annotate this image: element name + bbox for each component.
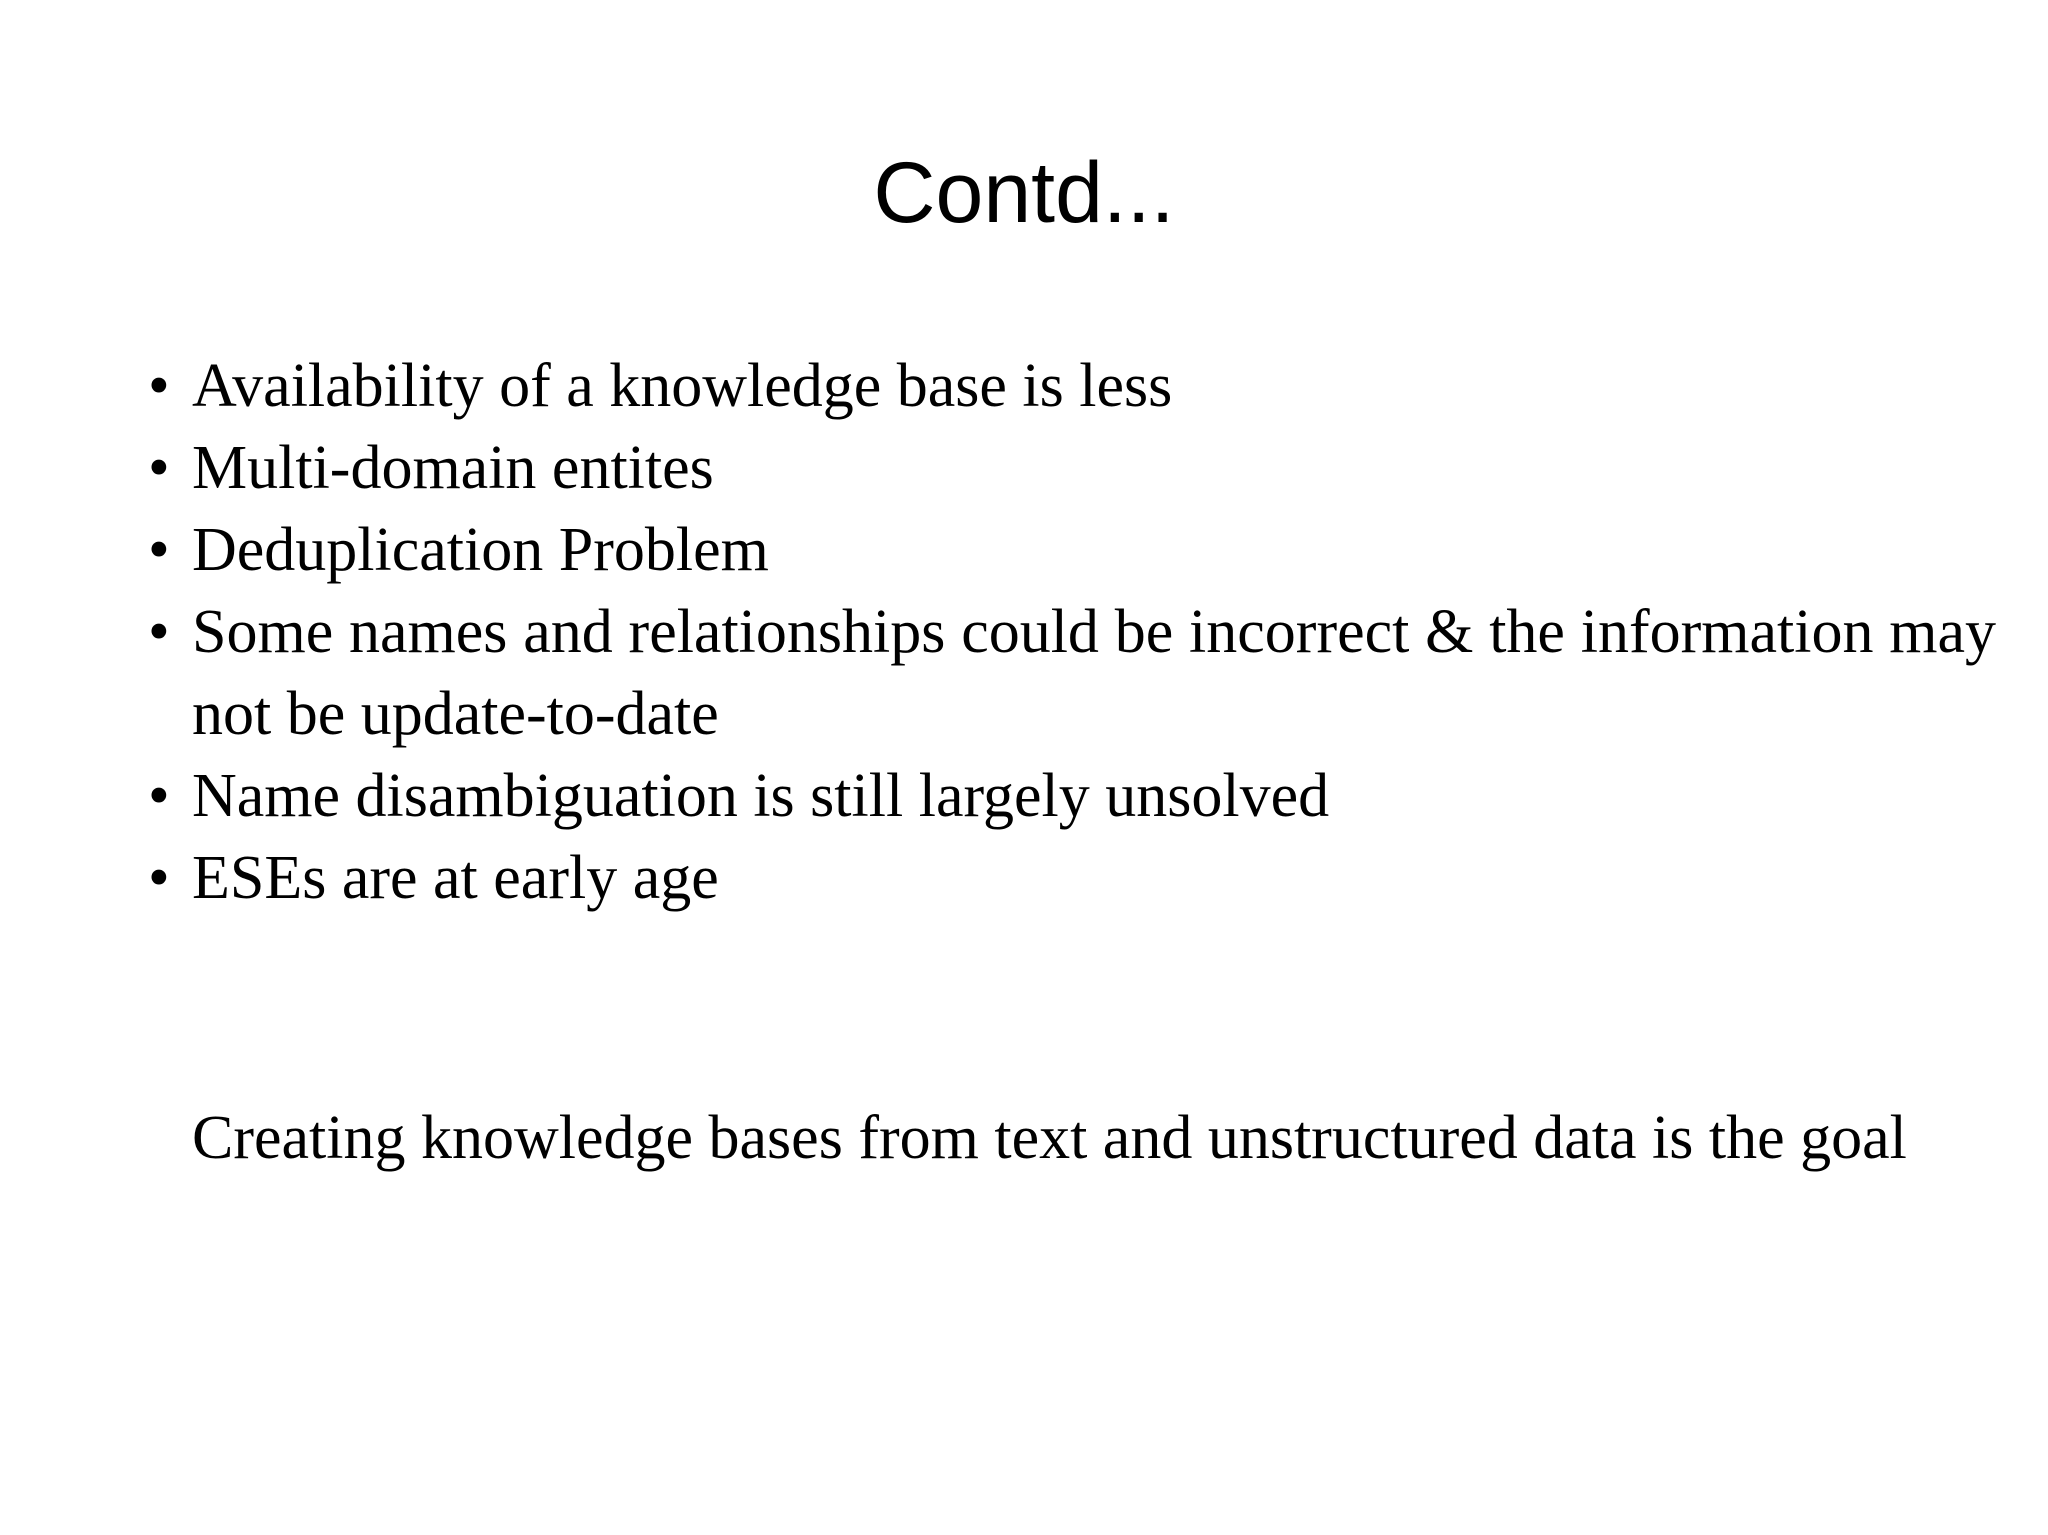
bullet-item [148,591,1996,755]
bullet-item [148,837,1996,919]
bullet-marker: • [148,844,170,912]
bullet-marker: • [148,762,170,830]
bullet-marker: • [148,434,170,502]
bullet-marker: • [148,352,170,420]
bullet-item [148,345,1996,427]
bullet-text: Deduplication Problem [192,516,769,584]
bullet-list [148,345,1996,919]
bullet-text: ESEs are at early age [192,844,719,912]
bullet-item [148,755,1996,837]
bullet-item [148,427,1996,509]
bullet-item [148,509,1996,591]
bullet-marker: • [148,598,170,666]
bullet-text: Availability of a knowledge base is less [192,352,1173,420]
bullet-text: Some names and relationships could be incorrect & the information may not be update-to-date [192,598,1996,748]
slide-title: Contd... [873,145,1175,241]
goal-statement: Creating knowledge bases from text and unstructured data is the goal [192,1104,1907,1172]
bullet-text: Name disambiguation is still largely unsolved [192,762,1330,830]
bullet-marker: • [148,516,170,584]
bullet-text: Multi-domain entites [192,434,714,502]
